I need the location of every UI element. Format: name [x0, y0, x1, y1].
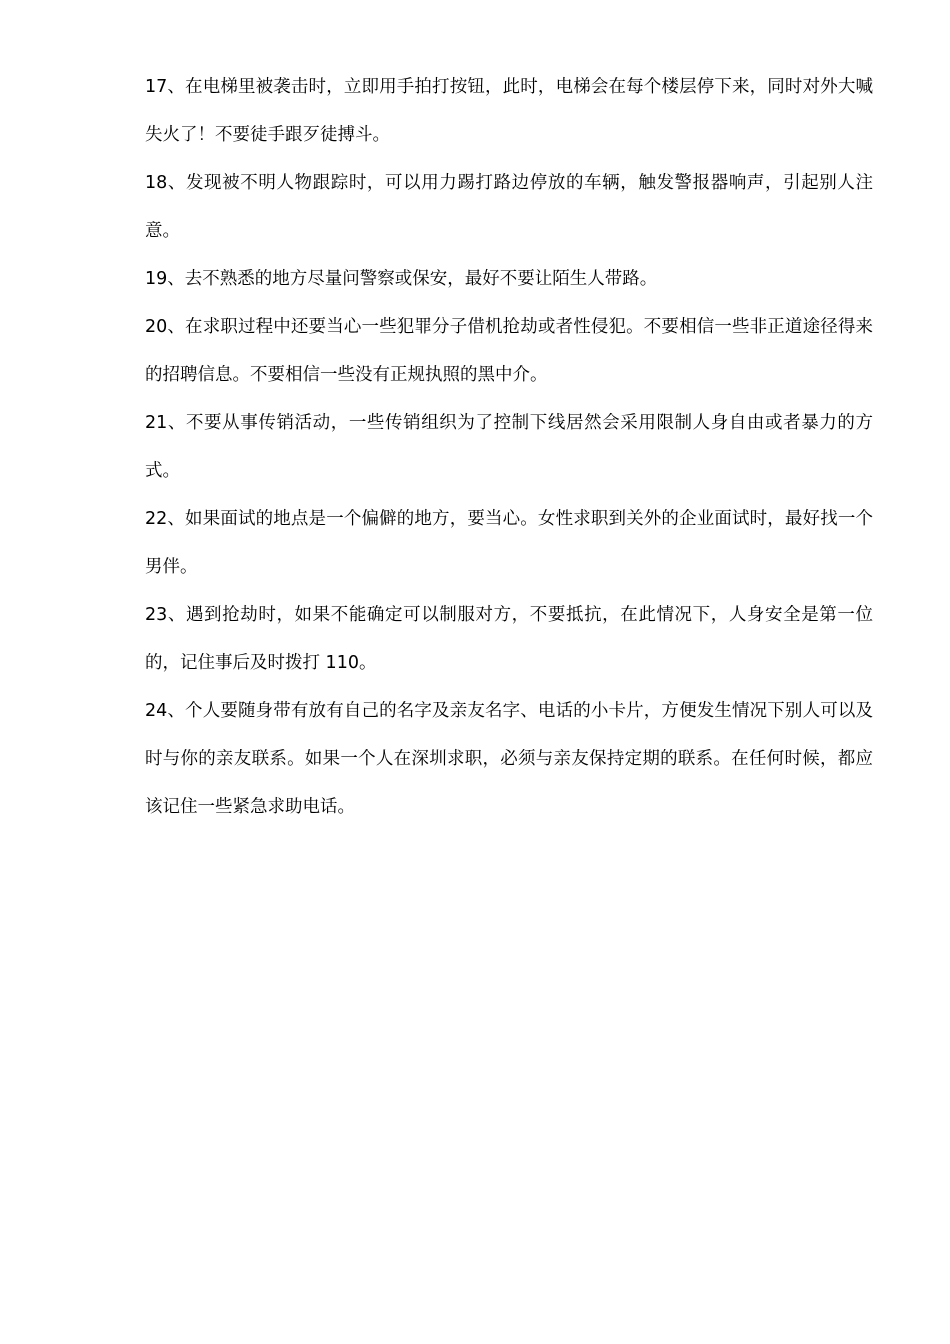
document-page: [145, 63, 873, 831]
paragraph-19: 19、去不熟悉的地方尽量问警察或保安，最好不要让陌生人带路。: [145, 269, 658, 289]
paragraph-23: 23、遇到抢劫时，如果不能确定可以制服对方，不要抵抗，在此情况下，人身安全是第一位的，记住事后及时拨打 110。: [145, 605, 873, 673]
paragraph-18: 18、发现被不明人物跟踪时，可以用力踢打路边停放的车辆，触发警报器响声，引起别人注意。: [145, 173, 873, 241]
paragraph-17: 17、在电梯里被袭击时，立即用手拍打按钮，此时，电梯会在每个楼层停下来，同时对外大喊失火了！不要徒手跟歹徒搏斗。: [145, 77, 873, 145]
paragraph-24: 24、个人要随身带有放有自己的名字及亲友名字、电话的小卡片，方便发生情况下别人可以及时与你的亲友联系。如果一个人在深圳求职，必须与亲友保持定期的联系。在任何时候，都应该记住一些紧急求助电话。: [145, 701, 873, 817]
paragraph-20: 20、在求职过程中还要当心一些犯罪分子借机抢劫或者性侵犯。不要相信一些非正道途径得来的招聘信息。不要相信一些没有正规执照的黑中介。: [145, 317, 873, 385]
paragraph-22: 22、如果面试的地点是一个偏僻的地方，要当心。女性求职到关外的企业面试时，最好找一个男伴。: [145, 509, 873, 577]
paragraph-21: 21、不要从事传销活动，一些传销组织为了控制下线居然会采用限制人身自由或者暴力的方式。: [145, 413, 873, 481]
